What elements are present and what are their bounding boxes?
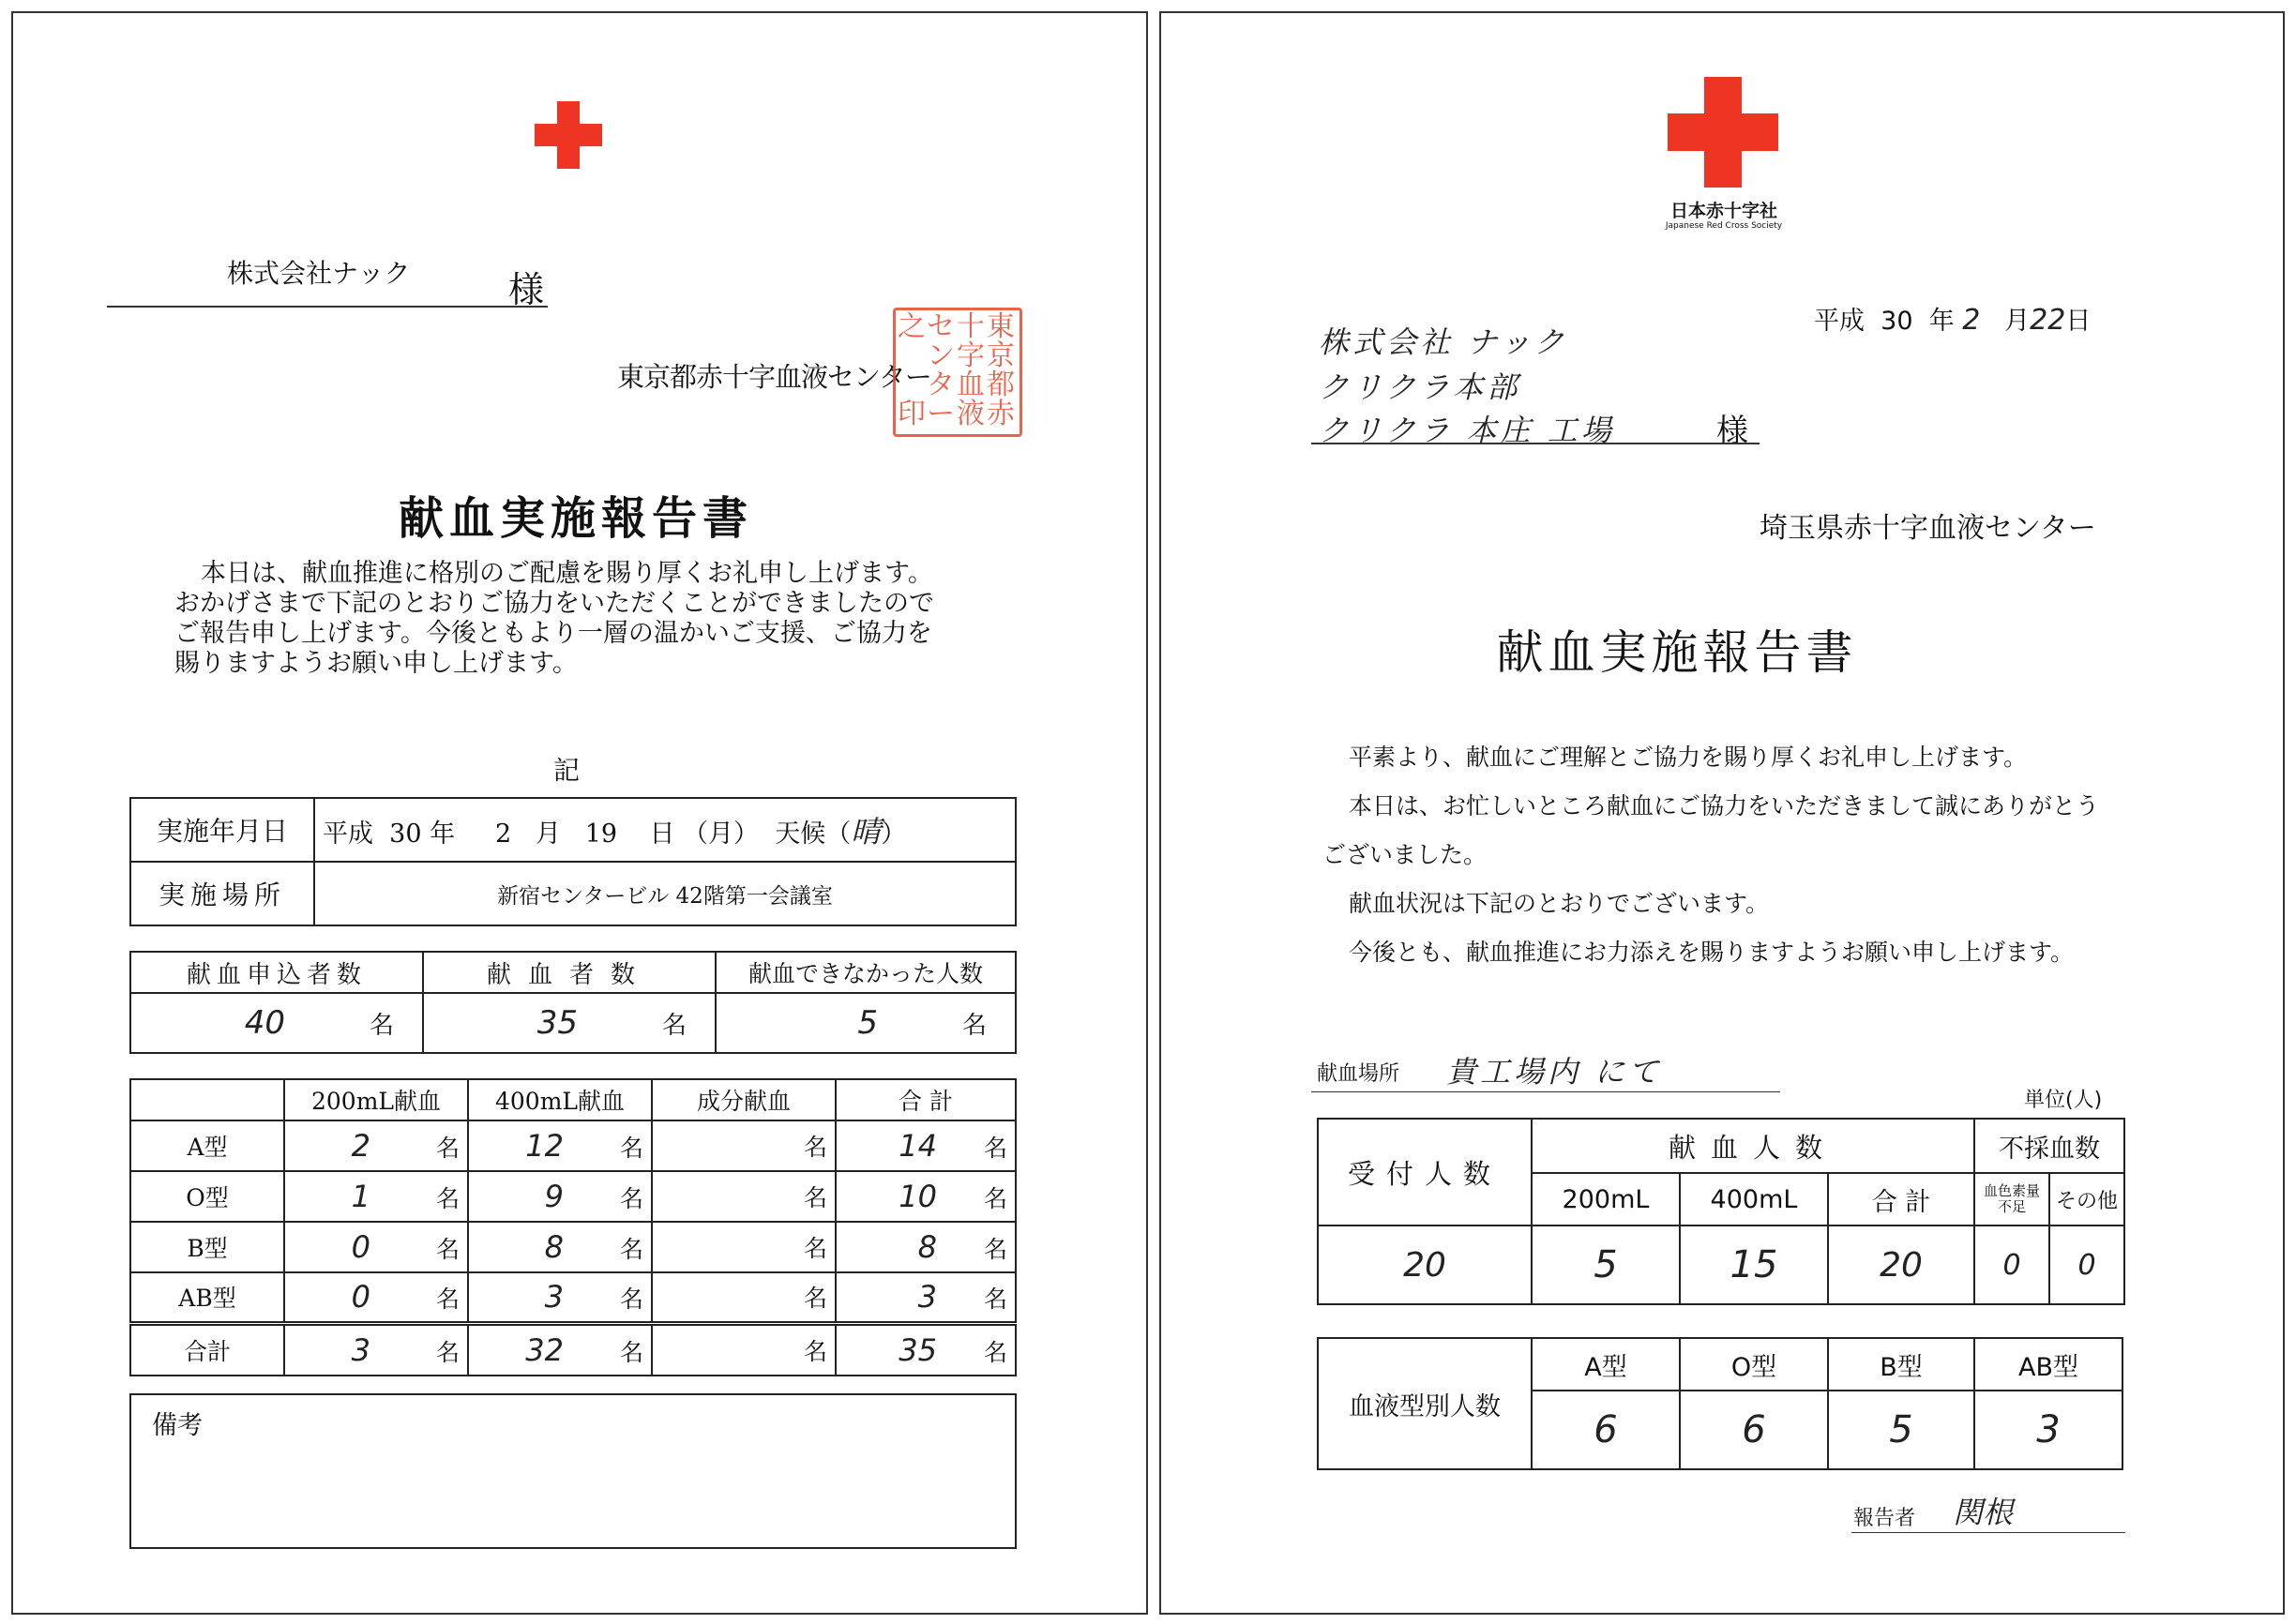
recipient-line-2: クリクラ本部 xyxy=(1319,369,1521,405)
donors-label: 献血人数 xyxy=(1532,1119,1974,1173)
sender-name: 東京都赤十字血液センター xyxy=(617,361,931,393)
col-200: 200mL xyxy=(1532,1173,1680,1226)
recipient-honorific: 様 xyxy=(508,269,545,310)
applicants-cell xyxy=(130,993,423,1053)
value-400: 15 xyxy=(1680,1226,1828,1304)
value-total: 3 xyxy=(917,1279,937,1316)
recipient-name: 株式会社ナック xyxy=(227,258,411,289)
blood-type-count-label: 血液型別人数 xyxy=(1318,1338,1532,1469)
blood-type-label: A型 xyxy=(130,1120,284,1171)
unit: 名 xyxy=(803,1184,827,1211)
date-day-unit: 日 xyxy=(649,820,675,849)
reporter-underline xyxy=(1851,1532,2125,1533)
blood-type-count-table xyxy=(1317,1337,2123,1470)
reporter-name: 関根 xyxy=(1953,1495,2014,1530)
type-label-ab: AB型 xyxy=(1974,1338,2122,1391)
donation-count-table xyxy=(1317,1118,2125,1305)
unit: 名 xyxy=(619,1338,643,1366)
unit: 名 xyxy=(983,1135,1007,1162)
logo-subtitle: Japanese Red Cross Society xyxy=(1665,221,1783,231)
date-month: 2 xyxy=(1962,304,1981,337)
unit: 名 xyxy=(619,1135,643,1162)
place-value: 新宿センタービル 42階第一会議室 xyxy=(314,862,1016,925)
date-cell xyxy=(314,798,1016,862)
value-total: 35 xyxy=(899,1331,937,1368)
red-cross-icon xyxy=(1668,77,1778,188)
reject-label: 不採血数 xyxy=(1974,1119,2124,1173)
unable-unit: 名 xyxy=(961,1012,987,1040)
info-table xyxy=(129,797,1017,926)
date-weekday: （月） xyxy=(683,820,760,849)
applicants-unit: 名 xyxy=(369,1012,394,1040)
date-day-unit: 日 xyxy=(2065,307,2092,336)
sender-name: 埼玉県赤十字血液センター xyxy=(1760,512,2096,545)
place-underline xyxy=(1311,1091,1780,1092)
recipient-line-1: 株式会社 ナック xyxy=(1319,324,1568,360)
report-title: 献血実施報告書 xyxy=(1496,625,1858,680)
unit: 名 xyxy=(435,1185,460,1212)
col-total: 合 計 xyxy=(1828,1173,1974,1226)
date-month-unit: 月 xyxy=(2004,307,2031,336)
date-year-unit: 年 xyxy=(1928,307,1955,336)
date-year: 30 xyxy=(1881,307,1913,336)
date-month-unit: 月 xyxy=(535,820,561,849)
unit: 名 xyxy=(435,1236,460,1263)
counts-table xyxy=(129,951,1017,1054)
unit: 名 xyxy=(803,1235,827,1262)
blood-type-label: O型 xyxy=(130,1171,284,1222)
report-date xyxy=(1814,300,2091,337)
reception-value: 20 xyxy=(1318,1226,1532,1304)
body-line: おかげさまで下記のとおりご協力をいただくことができましたので xyxy=(174,589,934,618)
unit: 名 xyxy=(435,1338,460,1366)
reception-label: 受付人数 xyxy=(1318,1119,1532,1226)
unit: 名 xyxy=(435,1286,460,1314)
col-other: その他 xyxy=(2049,1173,2124,1226)
value-400: 12 xyxy=(525,1128,564,1164)
table-row xyxy=(130,1120,1016,1171)
unit-label: 単位(人) xyxy=(2024,1089,2103,1112)
value-200: 2 xyxy=(351,1128,370,1164)
donors-unit: 名 xyxy=(661,1012,687,1040)
type-value-b: 5 xyxy=(1828,1391,1974,1469)
unable-label: 献血できなかった人数 xyxy=(716,952,1016,993)
value-400: 32 xyxy=(525,1331,564,1368)
blood-type-label: AB型 xyxy=(130,1272,284,1323)
value-200: 0 xyxy=(351,1229,370,1265)
value-400: 8 xyxy=(544,1229,564,1265)
value-200: 0 xyxy=(351,1279,370,1316)
value-200: 1 xyxy=(351,1179,370,1214)
body-line: 賜りますようお願い申し上げます。 xyxy=(174,649,578,678)
value-total: 8 xyxy=(917,1229,937,1265)
value-400: 3 xyxy=(544,1279,564,1316)
blood-type-table xyxy=(129,1078,1017,1376)
type-label-b: B型 xyxy=(1828,1338,1974,1391)
donors-cell xyxy=(423,993,716,1053)
unit: 名 xyxy=(435,1135,460,1162)
col-hb: 血色素量不足 xyxy=(1974,1173,2049,1226)
value-total: 10 xyxy=(899,1179,937,1214)
place-label: 献血場所 xyxy=(1317,1062,1400,1086)
unit: 名 xyxy=(983,1338,1007,1366)
table-row-total xyxy=(130,1323,1016,1376)
blood-type-label: B型 xyxy=(130,1222,284,1272)
official-seal: 東 京 都 赤 十 字 血 液 セ ン タ ー 之 印 xyxy=(893,308,1022,437)
weather-label: 天候 xyxy=(775,820,826,849)
blood-header-200: 200mL献血 xyxy=(284,1079,468,1120)
body-text xyxy=(174,559,934,679)
body-line: 平素より、献血にご理解とご協力を賜り厚くお礼申し上げます。 xyxy=(1349,744,2028,771)
unit: 名 xyxy=(619,1236,643,1263)
ki-heading: 記 xyxy=(552,755,580,786)
type-label-o: O型 xyxy=(1680,1338,1828,1391)
left-report-page xyxy=(11,11,1148,1615)
right-report-page xyxy=(1159,11,2285,1615)
place-value: 貴工場内 にて xyxy=(1446,1054,1663,1090)
type-label-a: A型 xyxy=(1532,1338,1680,1391)
body-line: ございました。 xyxy=(1322,841,1488,868)
type-value-a: 6 xyxy=(1532,1391,1680,1469)
date-era: 平成 xyxy=(1814,307,1865,336)
unit: 名 xyxy=(803,1134,827,1161)
weather-value: 晴 xyxy=(851,814,882,850)
unit: 名 xyxy=(983,1286,1007,1314)
unit: 名 xyxy=(619,1185,643,1212)
value-total: 14 xyxy=(899,1128,937,1164)
blood-header-blank xyxy=(130,1079,284,1120)
body-line: 本日は、献血推進に格別のご配慮を賜り厚くお礼申し上げます。 xyxy=(201,559,933,588)
weather-close: ） xyxy=(881,820,907,849)
remarks-box xyxy=(129,1393,1017,1549)
applicants-value: 40 xyxy=(244,1004,285,1042)
value-200: 3 xyxy=(351,1331,370,1368)
unable-value: 5 xyxy=(857,1004,878,1042)
table-row xyxy=(130,1222,1016,1272)
report-title: 献血実施報告書 xyxy=(398,492,753,545)
date-era: 平成 xyxy=(323,820,373,849)
type-value-o: 6 xyxy=(1680,1391,1828,1469)
logo-text: 日本赤十字社 xyxy=(1669,201,1777,221)
col-400: 400mL xyxy=(1680,1173,1828,1226)
date-day: 19 xyxy=(584,820,618,849)
recipient-underline xyxy=(1311,443,1760,444)
value-other: 0 xyxy=(2049,1226,2124,1304)
red-cross-icon xyxy=(535,101,602,169)
body-text xyxy=(1322,733,2099,977)
type-value-ab: 3 xyxy=(1974,1391,2122,1469)
weather-open: （ xyxy=(825,820,852,849)
table-row xyxy=(130,1272,1016,1323)
unit: 名 xyxy=(619,1286,643,1314)
blood-header-component: 成分献血 xyxy=(652,1079,836,1120)
unable-cell xyxy=(716,993,1016,1053)
value-total: 20 xyxy=(1828,1226,1974,1304)
donors-value: 35 xyxy=(536,1004,578,1042)
date-day: 22 xyxy=(2030,304,2066,337)
body-line: ご報告申し上げます。今後ともより一層の温かいご支援、ご協力を xyxy=(174,619,932,648)
date-year: 30 xyxy=(389,820,422,849)
body-line: 本日は、お忙しいところ献血にご協力をいただきまして誠にありがとう xyxy=(1349,792,2100,820)
place-label: 実施場所 xyxy=(130,862,314,925)
table-row xyxy=(130,1171,1016,1222)
recipient-line-3: クリクラ 本庄 工場 xyxy=(1319,413,1615,448)
unit: 名 xyxy=(983,1236,1007,1263)
applicants-label: 献血申込者数 xyxy=(130,952,423,993)
body-line: 献血状況は下記のとおりでございます。 xyxy=(1349,890,1770,917)
donors-label: 献血者数 xyxy=(423,952,716,993)
blood-header-400: 400mL献血 xyxy=(468,1079,652,1120)
blood-header-total: 合 計 xyxy=(836,1079,1016,1120)
value-400: 9 xyxy=(544,1179,564,1214)
value-200: 5 xyxy=(1532,1226,1680,1304)
date-month: 2 xyxy=(495,820,512,849)
date-year-unit: 年 xyxy=(430,820,456,849)
recipient-underline xyxy=(107,306,548,308)
unit: 名 xyxy=(803,1337,827,1365)
unit: 名 xyxy=(803,1285,827,1313)
remarks-label: 備考 xyxy=(152,1411,203,1440)
body-line: 今後とも、献血推進にお力添えを賜りますようお願い申し上げます。 xyxy=(1349,939,2075,966)
recipient-honorific: 様 xyxy=(1716,413,1748,450)
unit: 名 xyxy=(983,1185,1007,1212)
reporter-label: 報告者 xyxy=(1853,1507,1916,1530)
value-hb: 0 xyxy=(1974,1226,2049,1304)
blood-type-label: 合計 xyxy=(130,1323,284,1376)
date-label: 実施年月日 xyxy=(130,798,314,862)
